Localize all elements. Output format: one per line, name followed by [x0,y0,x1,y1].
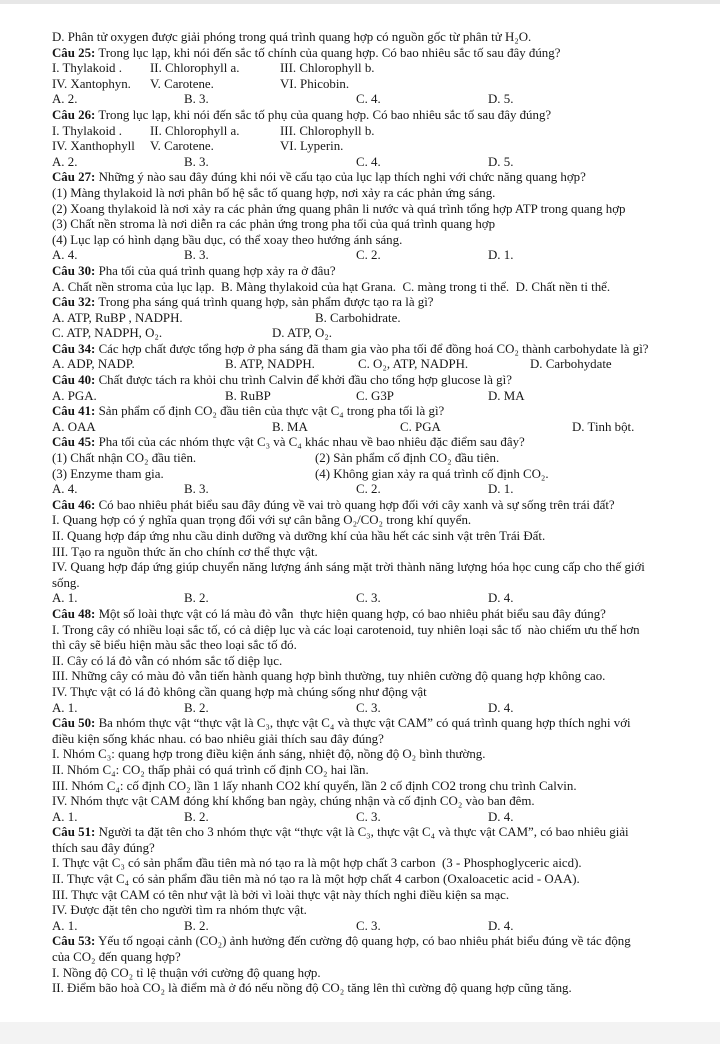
option-row [0,888,720,904]
text-segment: Pha tối của các nhóm thực vật C₃ và C₄ khác nhau về bao nhiêu đặc điểm sau đây? [95,435,525,450]
option-row [0,560,720,576]
text-segment: B. 2. [184,809,209,824]
text-segment: I. Thylakoid . [52,61,122,76]
text-segment: III. Tạo ra nguồn thức ăn cho chính cơ thể thực vật. [52,544,318,559]
answer-row [0,357,720,373]
question-number: Câu 40: [52,373,96,388]
option-row [0,77,720,93]
text-segment: (3) Chất nền stroma là nơi diễn ra các phản ứng trong pha tối của quá trình quang hợp [52,217,496,232]
option-row [0,623,720,639]
text-segment: A. ATP, RuBP , NADPH. [52,310,183,325]
question-header [0,373,720,389]
question-header [0,46,720,62]
answer-row [0,701,720,717]
text-line [0,841,720,857]
text-segment: I. Thực vật C₃ có sản phẩm đầu tiên mà nó tạo ra là một hợp chất 3 carbon (3 - Phosphoglyceric aicd). [52,856,582,871]
text-segment: VI. Lyperin. [280,139,344,154]
question-number: Câu 51: [52,825,96,840]
text-segment: C. 4. [356,92,381,107]
option-row [0,513,720,529]
text-segment: B. 3. [184,248,209,263]
question-number: Câu 53: [52,934,96,949]
text-segment: II. Nhóm C₄: CO₂ thấp phải có quá trình cố định CO₂ hai lần. [52,762,369,777]
answer-row [0,155,720,171]
text-segment: B. Carbohidrate. [315,310,401,325]
option-row [0,545,720,561]
text-segment: I. Trong cây có nhiều loại sắc tố, có cả diệp lục và các loại carotenoid, tuy nhiên loại sắc tố nào chiếm ưu thế hơn [52,622,640,637]
text-segment: A. Chất nền stroma của lục lạp. B. Màng thylakoid của hạt Grana. C. màng trong ti thể. D. Chất nền ti thể. [52,279,611,294]
text-segment: III. Thực vật CAM có tên như vật là bởi vì loài thực vật này thích nghi điều kiện sa mạc. [52,887,510,902]
text-segment: II. Chlorophyll a. [150,61,240,76]
text-segment: I. Thylakoid . [52,123,122,138]
text-segment: Trong lục lạp, khi nói đến sắc tố phụ của quang hợp. Có bao nhiêu sắc tố sau đây đúng? [95,107,552,122]
text-segment: C. O₂, ATP, NADPH. [358,357,469,372]
option-row [0,124,720,140]
text-segment: V. Carotene. [150,139,214,154]
text-line [0,638,720,654]
text-segment: V. Carotene. [150,76,214,91]
option-row [0,186,720,202]
question-number: Câu 45: [52,435,96,450]
text-segment: thì cây sẽ biểu hiện màu sắc theo loại sắc tố đó. [52,638,297,653]
text-segment: Những ý nào sau đây đúng khi nói về cấu tạo của lục lạp thích nghi với chức năng quang hợp? [95,170,586,185]
answer-row [0,919,720,935]
text-segment: A. 2. [52,92,78,107]
text-segment: A. PGA. [52,388,97,403]
text-segment: III. Chlorophyll b. [280,61,375,76]
question-header [0,295,720,311]
question-number: Câu 27: [52,170,96,185]
text-segment: thích sau đây đúng? [52,840,155,855]
text-segment: C. 2. [356,482,381,497]
text-segment: D. 4. [488,809,514,824]
option-row [0,763,720,779]
option-row [0,217,720,233]
page-top-edge [0,0,720,4]
page-bottom-edge [0,1022,720,1044]
text-segment: điều kiện sống khác nhau. có bao nhiêu giải thích sau đây đúng? [52,731,384,746]
option-row [0,202,720,218]
text-segment: IV. Nhóm thực vật CAM đóng khí khổng ban ngày, chúng nhận và cố định CO₂ vào ban đêm. [52,794,535,809]
text-segment: Chất được tách ra khỏi chu trình Calvin để khởi đầu cho tổng hợp glucose là gì? [95,373,512,388]
answer-row [0,810,720,826]
text-segment: IV. Xantophyn. [52,76,131,91]
text-segment: C. G3P [356,388,394,403]
option-row [0,61,720,77]
answer-row [0,92,720,108]
text-segment: sống. [52,575,80,590]
question-number: Câu 30: [52,263,96,278]
text-segment: Có bao nhiêu phát biểu sau đây đúng về vai trò quang hợp đối với cây xanh và sự sống trên trái đất? [95,497,615,512]
text-segment: Trong pha sáng quá trình quang hợp, sản phẩm được tạo ra là gì? [95,295,434,310]
option-row [0,966,720,982]
text-segment: (1) Màng thylakoid là nơi phân bố hệ sắc tố quang hợp, nơi xảy ra các phản ứng sáng. [52,185,496,200]
text-segment: IV. Quang hợp đáp ứng giúp chuyển năng lượng ánh sáng mặt trời thành năng lượng hóa học cung cấp cho thế giới [52,560,645,575]
text-segment: III. Nhóm C₄: cố định CO₂ lần 1 lấy nhanh CO2 khí quyển, lần 2 cố định CO2 trong chu trình Calvin. [52,778,577,793]
text-line [0,732,720,748]
text-segment: A. 4. [52,482,78,497]
option-row [0,451,720,467]
answer-row [0,389,720,405]
question-header [0,716,720,732]
text-segment: II. Thực vật C₄ có sản phẩm đầu tiên mà nó tạo ra là một hợp chất 4 carbon (Oxaloacetic acid - OAA). [52,872,580,887]
text-segment: A. 2. [52,154,78,169]
text-segment: D. 1. [488,248,514,263]
text-segment: Người ta đặt tên cho 3 nhóm thực vật “thực vật là C₃, thực vật C₄ và thực vật CAM”, có bao nhiêu giải [95,825,629,840]
text-segment: D. Carbohydate [530,357,612,372]
exam-text-content [0,30,720,997]
text-segment: VI. Phicobin. [280,76,350,91]
text-segment: C. 4. [356,154,381,169]
question-number: Câu 34: [52,341,96,356]
text-segment: của CO₂ đến quang hợp? [52,950,181,965]
text-segment: II. Cây có lá đỏ vẫn có nhóm sắc tố diệp lục. [52,653,283,668]
text-segment: II. Chlorophyll a. [150,123,240,138]
text-segment: B. 3. [184,92,209,107]
text-segment: C. 3. [356,809,381,824]
text-segment: Yếu tố ngoại cảnh (CO₂) ảnh hưởng đến cường độ quang hợp, có bao nhiêu phát biểu đúng về tác động [95,934,631,949]
text-segment: A. 1. [52,591,78,606]
question-number: Câu 25: [52,45,96,60]
question-number: Câu 26: [52,107,96,122]
answer-row [0,280,720,296]
text-segment: IV. Xanthophyll [52,139,135,154]
text-segment: D. MA [488,388,525,403]
text-line [0,950,720,966]
text-segment: A. 4. [52,248,78,263]
text-segment: Các hợp chất được tổng hợp ở pha sáng đã tham gia vào pha tối để đồng hoá CO₂ thành carbohydate là gì? [95,341,649,356]
option-row [0,779,720,795]
option-row [0,794,720,810]
answer-row [0,591,720,607]
option-row [0,856,720,872]
text-segment: C. 3. [356,700,381,715]
text-segment: C. 3. [356,591,381,606]
text-segment: D. 5. [488,92,514,107]
option-row [0,903,720,919]
text-segment: I. Quang hợp có ý nghĩa quan trọng đối với sự cân bằng O₂/CO₂ trong khí quyển. [52,513,472,528]
text-segment: B. 3. [184,482,209,497]
text-segment: (4) Không gian xảy ra quá trình cố định CO₂. [315,466,549,481]
option-row [0,669,720,685]
option-row [0,747,720,763]
text-segment: B. 3. [184,154,209,169]
question-header [0,435,720,451]
text-segment: C. PGA [400,419,441,434]
question-header [0,498,720,514]
text-segment: A. 1. [52,809,78,824]
text-segment: Ba nhóm thực vật “thực vật là C₃, thực vật C₄ và thực vật CAM” có quá trình quang hợp thích nghi với [95,716,631,731]
question-header [0,404,720,420]
question-number: Câu 41: [52,404,96,419]
text-segment: Pha tối của quá trình quang hợp xảy ra ở đâu? [95,263,336,278]
text-segment: A. 1. [52,700,78,715]
text-segment: A. 1. [52,918,78,933]
question-header [0,607,720,623]
question-header [0,825,720,841]
text-segment: A. OAA [52,419,96,434]
text-segment: D. ATP, O₂. [272,326,333,341]
answer-row [0,326,720,342]
question-number: Câu 46: [52,497,96,512]
text-segment: IV. Thực vật có lá đỏ không cần quang hợp mà chúng sống như động vật [52,684,427,699]
text-segment: (4) Lục lạp có hình dạng bầu dục, có thể xoay theo hướng ánh sáng. [52,232,403,247]
question-header [0,170,720,186]
question-header [0,108,720,124]
question-number: Câu 50: [52,716,96,731]
option-row [0,872,720,888]
text-segment: D. Tinh bột. [572,419,635,434]
answer-row [0,311,720,327]
question-header [0,264,720,280]
text-segment: III. Chlorophyll b. [280,123,375,138]
text-segment: C. ATP, NADPH, O₂. [52,326,163,341]
answer-row [0,248,720,264]
option-row [0,529,720,545]
text-segment: C. 2. [356,248,381,263]
text-segment: (2) Sản phẩm cố định CO₂ đầu tiên. [315,451,500,466]
option-row [0,233,720,249]
question-number: Câu 32: [52,295,96,310]
text-segment: D. 4. [488,918,514,933]
question-header [0,342,720,358]
text-segment: D. Phân tử oxygen được giải phóng trong quá trình quang hợp có nguồn gốc từ phân tử H₂O. [52,30,532,44]
text-segment: D. 4. [488,591,514,606]
text-segment: B. 2. [184,591,209,606]
text-segment: I. Nhóm C₃: quang hợp trong điều kiện ánh sáng, nhiệt độ, nồng độ O₂ bình thường. [52,747,486,762]
answer-row [0,482,720,498]
option-row [0,467,720,483]
text-segment: IV. Được đặt tên cho người tìm ra nhóm thực vật. [52,903,307,918]
text-segment: B. 2. [184,918,209,933]
question-number: Câu 48: [52,606,96,621]
answer-row [0,420,720,436]
text-segment: B. 2. [184,700,209,715]
text-segment: D. 5. [488,154,514,169]
text-segment: A. ADP, NADP. [52,357,135,372]
text-segment: III. Những cây có màu đỏ vẫn tiến hành quang hợp bình thường, tuy nhiên cường độ quang hợp không cao. [52,669,606,684]
text-segment: C. 3. [356,918,381,933]
text-segment: B. ATP, NADPH. [225,357,315,372]
text-segment: Trong lục lạp, khi nói đến sắc tố chính của quang hợp. Có bao nhiêu sắc tố sau đây đúng? [95,45,561,60]
option-row [0,139,720,155]
text-segment: (3) Enzyme tham gia. [52,466,164,481]
text-segment: I. Nồng độ CO₂ tỉ lệ thuận với cường độ quang hợp. [52,965,321,980]
text-segment: Một số loài thực vật có lá màu đỏ vẫn thực hiện quang hợp, có bao nhiêu phát biểu sau đây đúng? [95,606,606,621]
text-segment: (1) Chất nhận CO₂ đầu tiên. [52,451,197,466]
option-row [0,685,720,701]
option-row [0,654,720,670]
text-segment: II. Quang hợp đáp ứng nhu cầu dinh dưỡng và dưỡng khí của hầu hết các sinh vật trên Trái Đất. [52,529,546,543]
text-segment: B. RuBP [225,388,271,403]
question-header [0,934,720,950]
text-segment: II. Điểm bão hoà CO₂ là điểm mà ở đó nếu nồng độ CO₂ tăng lên thì cường độ quang hợp cũng tăng. [52,981,572,996]
text-line [0,30,720,46]
text-segment: D. 1. [488,482,514,497]
text-line [0,576,720,592]
option-row [0,981,720,997]
text-segment: B. MA [272,419,308,434]
text-segment: D. 4. [488,700,514,715]
text-segment: Sản phẩm cố định CO₂ đầu tiên của thực vật C₄ trong pha tối là gì? [95,404,445,419]
text-segment: (2) Xoang thylakoid là nơi xảy ra các phản ứng quang phân li nước và quá trình tổng hợp ATP trong quang hợp [52,201,626,216]
